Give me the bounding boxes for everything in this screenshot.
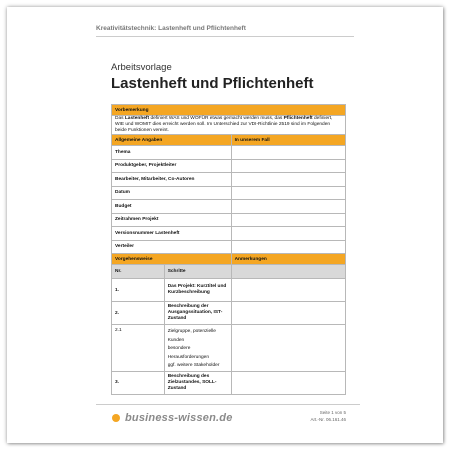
- document-header: Kreativitätstechnik: Lastenheft und Pflichtenheft: [96, 25, 246, 32]
- lastenheft-term: Lastenheft: [124, 116, 150, 121]
- step-number: 2.: [112, 302, 165, 325]
- document-subtitle: Arbeitsvorlage: [111, 62, 172, 73]
- allgemein-row-value[interactable]: [231, 186, 345, 200]
- step-sublist: [164, 325, 231, 372]
- header-divider: [96, 36, 354, 37]
- allgemein-row-label: Zeitrahmen Projekt: [112, 213, 232, 227]
- allgemein-row-label: Budget: [112, 200, 232, 214]
- step-number: 3.: [112, 371, 165, 394]
- logo-text: business-wissen.de: [125, 412, 233, 424]
- business-wissen-logo: [112, 412, 233, 424]
- anmerkungen-column-header: [231, 265, 345, 279]
- schritte-column-header: Schritte: [164, 265, 231, 279]
- step-note[interactable]: [231, 325, 345, 372]
- vorgehensweise-header: Vorgehensweise: [112, 254, 232, 265]
- allgemein-row-value[interactable]: [231, 227, 345, 241]
- allgemein-row-value[interactable]: [231, 159, 345, 173]
- allgemein-header: Allgemeine Angaben: [112, 135, 232, 146]
- allgemein-row-value[interactable]: [231, 146, 345, 160]
- anmerkungen-header: Anmerkungen: [231, 254, 345, 265]
- footer-divider: [96, 404, 360, 405]
- vorbemerkung-text-part: definiert WAS und WOFÜR etwas gemacht werden muss, das: [149, 116, 284, 121]
- document-title: Lastenheft und Pflichtenheft: [111, 75, 314, 92]
- vorbemerkung-heading: Vorbemerkung: [112, 105, 346, 116]
- step-note[interactable]: [231, 302, 345, 325]
- step-text: Beschreibung des Zielzustandes, SOLL-Zustand: [164, 371, 231, 394]
- allgemein-row-label: Bearbeiter, Mitarbeiter, Co-Autoren: [112, 173, 232, 187]
- step-subitem: Zielgruppe, potenzielle Kunden: [167, 329, 216, 343]
- step-number: 2.1: [112, 325, 165, 372]
- step-text: Das Projekt: Kurztitel und Kurzbeschreibung: [164, 279, 231, 302]
- allgemein-row-label: Datum: [112, 186, 232, 200]
- allgemein-row-value[interactable]: [231, 200, 345, 214]
- allgemein-row-value[interactable]: [231, 213, 345, 227]
- step-subitem: ggf. weitere Stakeholder: [167, 363, 220, 368]
- in-unserem-fall-header: In unserem Fall: [231, 135, 345, 146]
- allgemein-row-value[interactable]: [231, 173, 345, 187]
- step-note[interactable]: [231, 371, 345, 394]
- allgemein-row-label: Verteiler: [112, 240, 232, 254]
- step-note[interactable]: [231, 279, 345, 302]
- logo-dot-icon: [112, 414, 120, 422]
- lastenheft-table: [111, 104, 346, 395]
- page-meta: [310, 409, 346, 423]
- step-text: Beschreibung der Ausgangssituation, IST-Zustand: [164, 302, 231, 325]
- nr-column-header: Nr.: [112, 265, 165, 279]
- step-subitem: besondere Herausforderungen: [167, 346, 210, 360]
- pflichtenheft-term: Pflichtenheft: [283, 116, 313, 121]
- page-number: Seite 1 von 5: [319, 410, 346, 415]
- allgemein-row-label: Thema: [112, 146, 232, 160]
- vorbemerkung-text: [112, 116, 346, 135]
- article-number: Art.-Nr. 06.161.46: [310, 417, 346, 422]
- step-number: 1.: [112, 279, 165, 302]
- allgemein-row-label: Produktgeber, Projektleiter: [112, 159, 232, 173]
- vorbemerkung-text-part: Das: [115, 116, 125, 121]
- vorbemerkung-text-part: definiert, WIE und WOMIT dies erreicht werden soll. Im Unterschied zur VDI-Richtlinie 2519 sind im Folgenden beide Funktionen vereint.: [115, 116, 333, 133]
- allgemein-row-value[interactable]: [231, 240, 345, 254]
- allgemein-row-label: Versionsnummer Lastenheft: [112, 227, 232, 241]
